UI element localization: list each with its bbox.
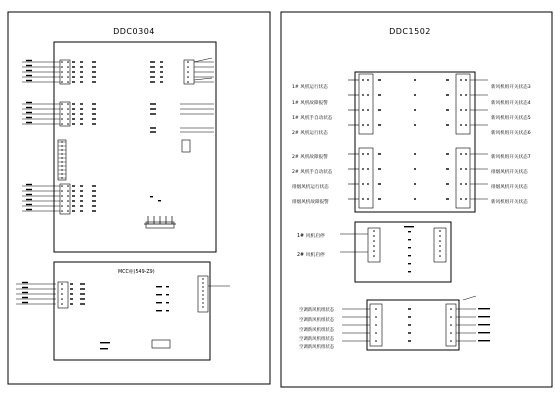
pin xyxy=(446,79,449,80)
pin xyxy=(166,294,169,295)
terminal-dot xyxy=(67,76,69,78)
terminal-dot xyxy=(67,200,69,202)
io-label: 空调新风机组状态 xyxy=(299,308,335,313)
terminal-dot xyxy=(362,198,364,200)
pin xyxy=(156,310,162,311)
terminal-dot xyxy=(465,109,467,111)
pin xyxy=(414,109,416,110)
pin xyxy=(80,118,83,119)
pin xyxy=(72,103,75,104)
pin xyxy=(408,308,411,309)
terminal-dot xyxy=(439,255,441,257)
terminal-dot xyxy=(202,294,203,295)
terminal-dot xyxy=(202,306,203,307)
terminal-dot xyxy=(460,198,462,200)
terminal-dot xyxy=(439,235,441,237)
pin xyxy=(92,108,96,109)
pin xyxy=(72,205,75,206)
pin xyxy=(72,123,75,124)
pin xyxy=(80,303,85,304)
wire-tag xyxy=(26,204,32,205)
pin xyxy=(80,298,85,299)
wire-tag xyxy=(26,209,32,210)
pin xyxy=(72,210,75,211)
wire-tag xyxy=(26,102,32,103)
io-label: 新风机组开关状态4 xyxy=(491,101,531,106)
pin xyxy=(92,118,96,119)
io-label: 2# 风机启停 xyxy=(297,253,325,258)
pin xyxy=(80,81,83,82)
io-label: 新风机组开关状态5 xyxy=(491,116,531,121)
pin xyxy=(150,66,155,67)
terminal-dot xyxy=(367,109,369,111)
pin xyxy=(70,303,73,304)
pin xyxy=(72,71,75,72)
pin xyxy=(92,71,96,72)
pin xyxy=(378,183,381,184)
pin xyxy=(150,61,155,62)
terminal-dot xyxy=(67,205,69,207)
right-title: DDC1502 xyxy=(389,27,431,36)
pin xyxy=(166,286,169,287)
terminal-dot xyxy=(373,255,375,257)
terminal-dot xyxy=(460,109,462,111)
wire-tag xyxy=(22,302,28,303)
pin xyxy=(72,61,75,62)
terminal-dot xyxy=(61,293,63,295)
pin xyxy=(446,153,449,154)
terminal-dot xyxy=(465,198,467,200)
terminal-dot xyxy=(187,66,189,68)
wire-tag xyxy=(26,80,32,81)
wire-tag xyxy=(26,189,32,190)
terminal-dot xyxy=(373,240,375,242)
terminal-dot xyxy=(202,298,203,299)
wire-tag xyxy=(478,316,490,317)
terminal-dot xyxy=(375,332,377,334)
terminal-dot xyxy=(465,153,467,155)
pin xyxy=(378,153,381,154)
terminal-dot xyxy=(439,250,441,252)
io-label: 新风机组开关状态 xyxy=(491,200,528,205)
io-label: 2# 风机运行状态 xyxy=(292,131,328,136)
terminal-dot xyxy=(460,153,462,155)
label-mark xyxy=(100,348,108,349)
pin xyxy=(414,94,416,95)
terminal-dot xyxy=(61,123,63,125)
pin xyxy=(72,66,75,67)
wire-tag xyxy=(26,65,32,66)
terminal-dot xyxy=(61,195,63,197)
io-label: 1# 风机手自动状态 xyxy=(292,116,333,121)
label-mark xyxy=(404,226,414,227)
pin xyxy=(92,185,96,186)
terminal-dot xyxy=(67,195,69,197)
pin xyxy=(446,168,449,169)
pin xyxy=(408,271,411,272)
wire-tag xyxy=(26,199,32,200)
terminal-dot xyxy=(202,290,203,291)
pin xyxy=(446,109,449,110)
terminal-dot xyxy=(67,81,69,83)
terminal-dot xyxy=(61,288,63,290)
terminal-dot xyxy=(61,103,63,105)
io-label: 空调新风机组状态 xyxy=(299,345,335,350)
pin xyxy=(80,103,83,104)
pin xyxy=(80,66,83,67)
io-label: 1# 风机启停 xyxy=(297,234,325,239)
pin xyxy=(414,198,416,199)
pin xyxy=(80,293,85,294)
pin xyxy=(80,108,83,109)
pin xyxy=(70,288,73,289)
terminal-dot xyxy=(367,124,369,126)
wire-tag xyxy=(26,194,32,195)
terminal-dot xyxy=(367,79,369,81)
pin xyxy=(408,239,411,240)
pin xyxy=(408,332,411,333)
terminal-dot xyxy=(61,190,63,192)
terminal-dot xyxy=(67,108,69,110)
wire-tag xyxy=(478,324,490,325)
pin xyxy=(446,183,449,184)
terminal-dot xyxy=(61,185,63,187)
pin xyxy=(80,76,83,77)
terminal-dot xyxy=(450,340,452,342)
pin xyxy=(72,195,75,196)
pin xyxy=(80,283,85,284)
terminal-dot xyxy=(67,123,69,125)
io-label: 排烟风机开关状态 xyxy=(491,185,528,190)
terminal-dot xyxy=(362,153,364,155)
wire-tag xyxy=(26,107,32,108)
terminal-dot xyxy=(375,316,377,318)
pin xyxy=(414,79,416,80)
pin xyxy=(156,286,162,287)
terminal-dot xyxy=(362,109,364,111)
terminal-dot xyxy=(465,79,467,81)
pin xyxy=(80,210,83,211)
pin xyxy=(92,76,96,77)
pin xyxy=(80,190,83,191)
terminal-dot xyxy=(202,286,203,287)
pin xyxy=(72,185,75,186)
pin xyxy=(92,123,96,124)
pin xyxy=(446,124,449,125)
terminal-dot xyxy=(61,108,63,110)
pin xyxy=(80,123,83,124)
wire-tag xyxy=(26,122,32,123)
terminal-dot xyxy=(367,153,369,155)
terminal-dot xyxy=(61,200,63,202)
terminal-dot xyxy=(439,245,441,247)
io-label: 排烟风机故障报警 xyxy=(292,200,329,205)
terminal-dot xyxy=(465,183,467,185)
terminal-dot xyxy=(61,66,63,68)
terminal-dot xyxy=(460,168,462,170)
label-mark xyxy=(100,342,110,343)
wire-tag xyxy=(22,287,28,288)
pin xyxy=(92,61,96,62)
pin xyxy=(92,81,96,82)
pin xyxy=(150,81,155,82)
io-label: 2# 风机手自动状态 xyxy=(292,170,333,175)
pin xyxy=(150,76,155,77)
pin xyxy=(160,71,163,72)
io-label: 2# 风机故障报警 xyxy=(292,155,328,160)
terminal-dot xyxy=(450,308,452,310)
wire-tag xyxy=(22,292,28,293)
wire-tag xyxy=(22,282,28,283)
pin xyxy=(408,316,411,317)
pin xyxy=(92,195,96,196)
pin xyxy=(414,183,416,184)
terminal-dot xyxy=(67,190,69,192)
pin xyxy=(80,195,83,196)
terminal-dot xyxy=(373,245,375,247)
pin xyxy=(378,198,381,199)
terminal-dot xyxy=(67,113,69,115)
terminal-dot xyxy=(187,61,189,63)
io-label: 新风机组开关状态7 xyxy=(491,155,531,160)
terminal-dot xyxy=(202,302,203,303)
wire-tag xyxy=(26,184,32,185)
terminal-dot xyxy=(465,168,467,170)
pin xyxy=(156,294,162,295)
terminal-dot xyxy=(202,278,203,279)
terminal-dot xyxy=(61,298,63,300)
io-label: 1# 风机故障报警 xyxy=(292,101,328,106)
pin xyxy=(92,210,96,211)
pin xyxy=(72,118,75,119)
wire-tag xyxy=(26,75,32,76)
pin xyxy=(72,113,75,114)
pin xyxy=(408,324,411,325)
terminal-dot xyxy=(450,316,452,318)
pin xyxy=(80,61,83,62)
wire-tag xyxy=(26,117,32,118)
terminal-dot xyxy=(61,118,63,120)
terminal-dot xyxy=(373,250,375,252)
terminal-dot xyxy=(61,210,63,212)
pin xyxy=(72,81,75,82)
pin xyxy=(160,76,163,77)
pin xyxy=(378,168,381,169)
pin xyxy=(150,131,156,132)
pin xyxy=(378,79,381,80)
pin xyxy=(378,94,381,95)
pin xyxy=(408,247,411,248)
terminal-dot xyxy=(362,79,364,81)
left-sheet-frame xyxy=(8,12,270,384)
terminal-dot xyxy=(373,230,375,232)
terminal-dot xyxy=(67,118,69,120)
terminal-dot xyxy=(187,81,189,83)
wire-tag xyxy=(22,297,28,298)
pin xyxy=(70,298,73,299)
terminal-dot xyxy=(67,61,69,63)
pin xyxy=(150,113,156,114)
io-label: 1# 风机运行状态 xyxy=(292,85,328,90)
terminal-dot xyxy=(61,205,63,207)
terminal-dot xyxy=(439,240,441,242)
terminal-dot xyxy=(61,76,63,78)
terminal-dot xyxy=(67,103,69,105)
pin xyxy=(72,76,75,77)
io-label: 空调新风机组状态 xyxy=(299,328,335,333)
terminal-dot xyxy=(67,66,69,68)
io-label: 新风机组开关状态3 xyxy=(491,85,531,90)
pin xyxy=(70,283,73,284)
pin xyxy=(80,288,85,289)
terminal-dot xyxy=(202,282,203,283)
terminal-dot xyxy=(61,283,63,285)
terminal-dot xyxy=(375,324,377,326)
terminal-dot xyxy=(61,113,63,115)
pin xyxy=(80,185,83,186)
wire-tag xyxy=(26,60,32,61)
pin xyxy=(378,109,381,110)
pin xyxy=(80,200,83,201)
io-label: 空调新风机组状态 xyxy=(299,318,335,323)
pin xyxy=(414,153,416,154)
terminal-dot xyxy=(465,124,467,126)
pin xyxy=(150,127,156,128)
pin xyxy=(166,302,169,303)
pin xyxy=(80,71,83,72)
io-label: 排烟风机开关状态 xyxy=(491,170,528,175)
wire-tag xyxy=(26,70,32,71)
terminal-dot xyxy=(367,183,369,185)
wire-tag xyxy=(478,308,490,309)
pin xyxy=(378,124,381,125)
pin xyxy=(160,81,163,82)
terminal-dot xyxy=(460,94,462,96)
terminal-dot xyxy=(465,94,467,96)
terminal-dot xyxy=(367,168,369,170)
left-title: DDC0304 xyxy=(113,27,155,36)
io-label: 排烟风机运行状态 xyxy=(292,185,329,190)
terminal-dot xyxy=(460,124,462,126)
pin xyxy=(160,66,163,67)
pin xyxy=(92,66,96,67)
terminal-dot xyxy=(367,94,369,96)
pin xyxy=(446,198,449,199)
wire-tag xyxy=(26,112,32,113)
pin xyxy=(92,103,96,104)
terminal-dot xyxy=(375,308,377,310)
terminal-dot xyxy=(362,124,364,126)
pin xyxy=(150,108,156,109)
pin xyxy=(158,200,161,201)
terminal-dot xyxy=(67,71,69,73)
terminal-dot xyxy=(450,332,452,334)
terminal-dot xyxy=(450,324,452,326)
pin xyxy=(160,61,163,62)
pin xyxy=(92,205,96,206)
terminal-dot xyxy=(67,210,69,212)
wire-tag xyxy=(478,340,490,341)
terminal-dot xyxy=(375,340,377,342)
pin xyxy=(408,255,411,256)
wire-tag xyxy=(478,332,490,333)
pin xyxy=(92,190,96,191)
pin xyxy=(150,196,153,197)
pin xyxy=(72,108,75,109)
mcc-title: MCC柜(549-Z9) xyxy=(118,270,155,275)
io-label: 新风机组开关状态6 xyxy=(491,131,531,136)
terminal-dot xyxy=(67,185,69,187)
terminal-dot xyxy=(373,235,375,237)
terminal-dot xyxy=(362,94,364,96)
terminal-dot xyxy=(187,71,189,73)
terminal-dot xyxy=(439,230,441,232)
pin xyxy=(408,231,411,232)
pin xyxy=(414,168,416,169)
pin xyxy=(156,302,162,303)
pin xyxy=(70,293,73,294)
pin xyxy=(80,205,83,206)
terminal-dot xyxy=(61,81,63,83)
pin xyxy=(72,200,75,201)
terminal-dot xyxy=(460,79,462,81)
pin xyxy=(446,94,449,95)
terminal-dot xyxy=(61,71,63,73)
terminal-dot xyxy=(61,61,63,63)
pin xyxy=(150,71,155,72)
io-label: 空调新风机组状态 xyxy=(299,337,335,342)
pin xyxy=(166,310,169,311)
pin xyxy=(80,113,83,114)
pin xyxy=(408,263,411,264)
pin xyxy=(414,124,416,125)
pin xyxy=(72,190,75,191)
terminal-dot xyxy=(367,198,369,200)
pin xyxy=(92,200,96,201)
pin xyxy=(150,103,156,104)
pin xyxy=(408,340,411,341)
pin xyxy=(92,113,96,114)
terminal-dot xyxy=(187,76,189,78)
terminal-dot xyxy=(362,183,364,185)
terminal-dot xyxy=(362,168,364,170)
terminal-dot xyxy=(61,303,63,305)
terminal-dot xyxy=(460,183,462,185)
